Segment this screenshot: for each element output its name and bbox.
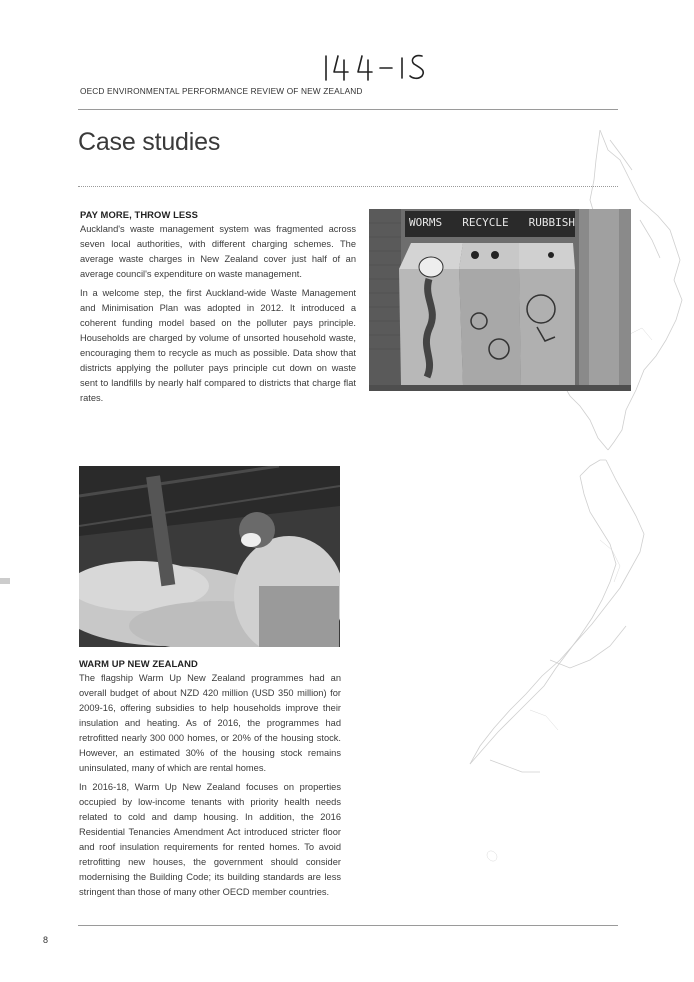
scan-edge-mark (0, 578, 10, 584)
insulation-illustration (79, 466, 340, 647)
section-heading-pay-more: PAY MORE, THROW LESS (80, 209, 198, 220)
handwritten-annotation (318, 46, 438, 86)
bin-sign-labels (409, 216, 575, 229)
paragraph: Auckland's waste management system was fragmented across seven local authorities, with different charging schemes. The average waste charges in New Zealand cover just half of an average council's expenditure on waste management. (80, 224, 356, 279)
section-body-pay-more (80, 222, 356, 406)
section-body-warm-up (79, 671, 341, 900)
bin-label-rubbish: RUBBISH (528, 216, 575, 229)
recycling-bins-illustration (369, 209, 631, 391)
running-header: OECD ENVIRONMENTAL PERFORMANCE REVIEW OF NEW ZEALAND (80, 86, 363, 96)
title-divider (78, 186, 618, 187)
header-divider (78, 109, 618, 110)
paragraph: In a welcome step, the first Auckland-wide Waste Management and Minimisation Plan was adopted in 2012. It introduced a coherent funding model based on the polluter pays principle. Households are charged by volume of unsorted household waste, encouraging them to recycle as much as possible. Data show that districts applying the polluter pays principle cut down on waste sent to landfills by nearly half compared to districts that charge flat rates. (80, 288, 356, 403)
insulation-installation-photo (79, 466, 340, 647)
bin-label-worms: WORMS (409, 216, 443, 229)
bin-label-recycle: RECYCLE (462, 216, 509, 229)
page-number: 8 (43, 935, 49, 945)
paragraph: In 2016-18, Warm Up New Zealand focuses on properties occupied by low-income tenants with priority health needs related to cold and damp housing. In addition, the 2016 Residential Tenancies Amendment Act introduced stricter floor and roof insulation requirements for rented homes. To avoid retrofitting new houses, the government should consider modernising the Building Code; its building standards are less stringent than those of many other OECD member countries. (79, 782, 341, 897)
page-title: Case studies (78, 128, 221, 156)
paragraph: The flagship Warm Up New Zealand programmes had an overall budget of about NZD 420 million (USD 350 million) for 2009-16, offering subsidies to help households improve their insulation and heating. As of 2016, the programmes had retrofitted nearly 300 000 homes, or 20% of the housing stock. However, an estimated 30% of the housing stock remains uninsulated, many of which are rental homes. (79, 673, 341, 773)
section-heading-warm-up: WARM UP NEW ZEALAND (79, 658, 198, 669)
footer-divider (78, 925, 618, 926)
recycling-bins-photo (369, 209, 631, 391)
